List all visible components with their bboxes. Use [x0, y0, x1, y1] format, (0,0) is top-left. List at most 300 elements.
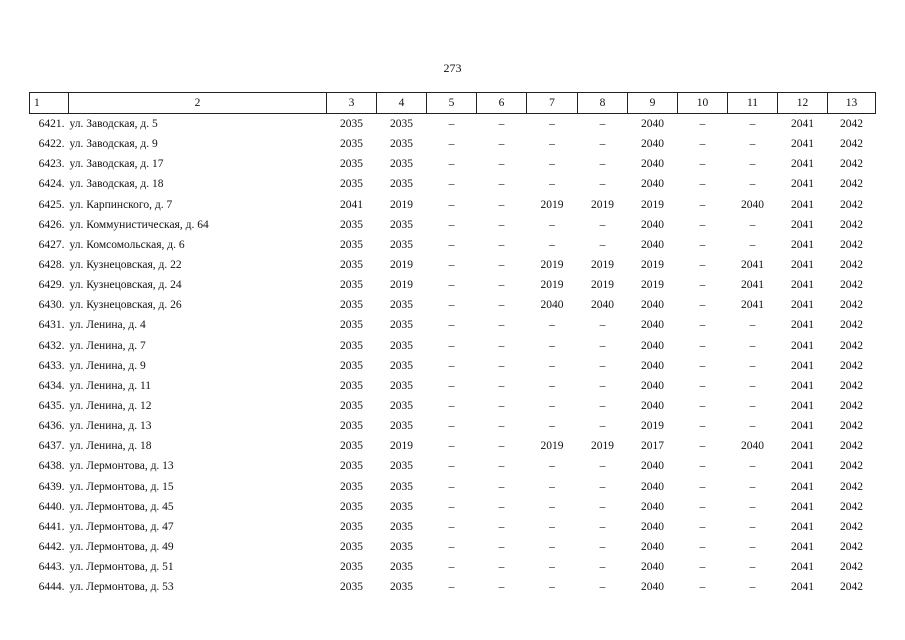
year-cell-col-13: 2042 [840, 460, 863, 473]
table-row [30, 295, 876, 315]
year-cell-col-13: 2042 [840, 400, 863, 413]
column-header-11: 11 [728, 93, 778, 114]
year-cell-col-3: 2035 [340, 420, 363, 433]
year-cell-col-9: 2040 [641, 158, 664, 171]
address-cell: ул. Комсомольская, д. 6 [69, 238, 185, 251]
year-cell-col-9: 2040 [641, 178, 664, 191]
year-cell-col-5: – [448, 238, 455, 251]
year-cell-col-6: – [498, 299, 505, 312]
table-row [30, 497, 876, 517]
year-cell-col-5: – [448, 400, 455, 413]
address-cell: ул. Ленина, д. 18 [69, 440, 152, 453]
year-cell-col-11: – [749, 118, 756, 131]
year-cell-col-4: 2035 [390, 359, 413, 372]
year-cell-col-3: 2035 [340, 299, 363, 312]
address-cell: ул. Заводская, д. 17 [69, 158, 164, 171]
table-row [30, 336, 876, 356]
year-cell-col-11: 2041 [741, 299, 764, 312]
year-cell-col-13: 2042 [840, 279, 863, 292]
year-cell-col-12: 2041 [791, 420, 814, 433]
address-cell: ул. Ленина, д. 13 [69, 420, 152, 433]
year-cell-col-11: 2041 [741, 259, 764, 272]
year-cell-col-7: 2040 [540, 299, 564, 312]
year-cell-col-9: 2017 [641, 440, 664, 453]
year-cell-col-12: 2041 [791, 118, 814, 131]
year-cell-col-5: – [448, 218, 455, 231]
year-cell-col-11: – [749, 238, 756, 251]
address-cell: ул. Кузнецовская, д. 22 [69, 259, 182, 272]
year-cell-col-7: – [549, 138, 555, 151]
year-cell-col-11: – [749, 420, 756, 433]
year-cell-col-7: – [549, 420, 555, 433]
year-cell-col-10: – [699, 379, 706, 392]
year-cell-col-10: – [699, 339, 706, 352]
year-cell-col-8: – [599, 158, 606, 171]
row-number: 6444. [38, 581, 65, 594]
column-header-7: 7 [527, 93, 578, 114]
year-cell-col-11: – [749, 561, 756, 574]
row-number: 6432. [38, 339, 65, 352]
row-number: 6429. [38, 279, 65, 292]
column-header-12: 12 [778, 93, 828, 114]
year-cell-col-8: – [599, 520, 606, 533]
year-cell-col-6: – [498, 218, 505, 231]
year-cell-col-9: 2040 [641, 118, 664, 131]
year-cell-col-5: – [448, 279, 455, 292]
year-cell-col-7: – [549, 218, 555, 231]
year-cell-col-6: – [498, 480, 505, 493]
table-row [30, 456, 876, 476]
year-cell-col-4: 2035 [390, 520, 413, 533]
year-cell-col-8: – [599, 379, 606, 392]
year-cell-col-3: 2035 [340, 158, 363, 171]
year-cell-col-13: 2042 [840, 198, 863, 211]
year-cell-col-11: – [749, 500, 756, 513]
year-cell-col-8: – [599, 561, 606, 574]
year-cell-col-5: – [448, 379, 455, 392]
table-row [30, 315, 876, 335]
year-cell-col-3: 2035 [340, 238, 363, 251]
year-cell-col-6: – [498, 541, 505, 554]
year-cell-col-10: – [699, 420, 706, 433]
year-cell-col-9: 2019 [641, 259, 664, 272]
year-cell-col-12: 2041 [791, 198, 814, 211]
year-cell-col-5: – [448, 460, 455, 473]
year-cell-col-7: – [549, 541, 555, 554]
row-number: 6435. [38, 400, 65, 413]
year-cell-col-3: 2035 [340, 279, 363, 292]
year-cell-col-3: 2035 [340, 500, 363, 513]
column-header-1: 1 [30, 93, 69, 114]
year-cell-col-6: – [498, 581, 505, 594]
year-cell-col-6: – [498, 259, 505, 272]
year-cell-col-12: 2041 [791, 359, 814, 372]
year-cell-col-12: 2041 [791, 138, 814, 151]
year-cell-col-6: – [498, 279, 505, 292]
table-row [30, 436, 876, 456]
year-cell-col-11: – [749, 319, 756, 332]
year-cell-col-7: – [549, 158, 555, 171]
row-number: 6442. [38, 541, 65, 554]
year-cell-col-4: 2035 [390, 581, 413, 594]
row-number: 6427. [38, 238, 65, 251]
table-row [30, 577, 876, 597]
year-cell-col-7: 2019 [540, 279, 564, 292]
address-cell: ул. Лермонтова, д. 51 [69, 561, 174, 574]
year-cell-col-5: – [448, 198, 455, 211]
row-number: 6428. [38, 259, 65, 272]
address-cell: ул. Карпинского, д. 7 [69, 198, 173, 211]
year-cell-col-5: – [448, 581, 455, 594]
address-cell: ул. Лермонтова, д. 15 [69, 480, 174, 493]
year-cell-col-4: 2035 [390, 400, 413, 413]
table-row [30, 537, 876, 557]
year-cell-col-11: – [749, 520, 756, 533]
year-cell-col-9: 2040 [641, 359, 664, 372]
year-cell-col-6: – [498, 359, 505, 372]
year-cell-col-3: 2035 [340, 520, 363, 533]
year-cell-col-6: – [498, 520, 505, 533]
column-header-4: 4 [377, 93, 427, 114]
year-cell-col-10: – [699, 259, 706, 272]
page-number: 273 [443, 61, 462, 75]
year-cell-col-7: – [549, 238, 555, 251]
year-cell-col-5: – [448, 561, 455, 574]
table-row [30, 517, 876, 537]
column-header-5: 5 [427, 93, 477, 114]
year-cell-col-12: 2041 [791, 520, 814, 533]
address-cell: ул. Заводская, д. 5 [69, 118, 158, 131]
year-cell-col-13: 2042 [840, 420, 863, 433]
year-cell-col-8: – [599, 238, 606, 251]
year-cell-col-4: 2019 [390, 259, 413, 272]
year-cell-col-9: 2040 [641, 319, 664, 332]
year-cell-col-6: – [498, 500, 505, 513]
year-cell-col-4: 2035 [390, 319, 413, 332]
row-number: 6434. [38, 379, 65, 392]
column-header-13: 13 [828, 93, 876, 114]
year-cell-col-9: 2040 [641, 379, 664, 392]
year-cell-col-10: – [699, 400, 706, 413]
year-cell-col-3: 2035 [340, 400, 363, 413]
year-cell-col-9: 2040 [641, 561, 664, 574]
year-cell-col-6: – [498, 238, 505, 251]
year-cell-col-6: – [498, 379, 505, 392]
year-cell-col-4: 2019 [390, 198, 413, 211]
year-cell-col-5: – [448, 500, 455, 513]
year-cell-col-7: – [549, 339, 555, 352]
year-cell-col-12: 2041 [791, 339, 814, 352]
header-row [30, 93, 876, 114]
year-cell-col-10: – [699, 218, 706, 231]
year-cell-col-5: – [448, 420, 455, 433]
address-cell: ул. Кузнецовская, д. 24 [69, 279, 182, 292]
row-number: 6443. [38, 561, 65, 574]
year-cell-col-6: – [498, 561, 505, 574]
year-cell-col-9: 2040 [641, 520, 664, 533]
year-cell-col-11: – [749, 138, 756, 151]
year-cell-col-8: – [599, 480, 606, 493]
year-cell-col-4: 2035 [390, 218, 413, 231]
year-cell-col-11: – [749, 218, 756, 231]
year-cell-col-3: 2035 [340, 379, 363, 392]
year-cell-col-13: 2042 [840, 379, 863, 392]
year-cell-col-10: – [699, 440, 706, 453]
year-cell-col-13: 2042 [840, 339, 863, 352]
year-cell-col-13: 2042 [840, 500, 863, 513]
year-cell-col-10: – [699, 359, 706, 372]
year-cell-col-4: 2035 [390, 339, 413, 352]
year-cell-col-3: 2035 [340, 581, 363, 594]
year-cell-col-3: 2035 [340, 460, 363, 473]
year-cell-col-6: – [498, 138, 505, 151]
table-header [30, 93, 876, 114]
table-row [30, 174, 876, 194]
year-cell-col-8: – [599, 339, 606, 352]
year-cell-col-11: – [749, 581, 756, 594]
year-cell-col-8: – [599, 178, 606, 191]
year-cell-col-11: 2041 [741, 279, 764, 292]
year-cell-col-3: 2035 [340, 118, 363, 131]
year-cell-col-13: 2042 [840, 440, 863, 453]
year-cell-col-5: – [448, 319, 455, 332]
table-row [30, 477, 876, 497]
year-cell-col-12: 2041 [791, 319, 814, 332]
year-cell-col-7: 2019 [540, 440, 564, 453]
row-number: 6437. [38, 440, 65, 453]
table-row [30, 134, 876, 154]
table-row [30, 215, 876, 235]
year-cell-col-13: 2042 [840, 541, 863, 554]
year-cell-col-8: – [599, 138, 606, 151]
year-cell-col-6: – [498, 198, 505, 211]
year-cell-col-8: – [599, 218, 606, 231]
year-cell-col-10: – [699, 279, 706, 292]
column-header-8: 8 [578, 93, 628, 114]
address-cell: ул. Лермонтова, д. 53 [69, 581, 174, 594]
year-cell-col-13: 2042 [840, 138, 863, 151]
year-cell-col-12: 2041 [791, 218, 814, 231]
year-cell-col-10: – [699, 561, 706, 574]
year-cell-col-11: – [749, 379, 756, 392]
column-header-6: 6 [477, 93, 527, 114]
year-cell-col-5: – [448, 339, 455, 352]
year-cell-col-8: – [599, 541, 606, 554]
year-cell-col-10: – [699, 238, 706, 251]
year-cell-col-7: – [549, 500, 555, 513]
column-header-3: 3 [327, 93, 377, 114]
year-cell-col-3: 2035 [340, 178, 363, 191]
address-cell: ул. Ленина, д. 4 [69, 319, 146, 332]
row-number: 6423. [38, 158, 65, 171]
year-cell-col-8: – [599, 359, 606, 372]
year-cell-col-3: 2035 [340, 319, 363, 332]
year-cell-col-13: 2042 [840, 480, 863, 493]
year-cell-col-4: 2035 [390, 138, 413, 151]
year-cell-col-9: 2019 [641, 420, 664, 433]
year-cell-col-12: 2041 [791, 460, 814, 473]
year-cell-col-10: – [699, 319, 706, 332]
year-cell-col-13: 2042 [840, 178, 863, 191]
year-cell-col-8: 2019 [591, 198, 614, 211]
year-cell-col-13: 2042 [840, 319, 863, 332]
address-cell: ул. Лермонтова, д. 47 [69, 520, 174, 533]
year-cell-col-13: 2042 [840, 118, 863, 131]
year-cell-col-8: 2019 [591, 440, 614, 453]
year-cell-col-9: 2040 [641, 138, 664, 151]
column-header-2: 2 [69, 93, 327, 114]
year-cell-col-10: – [699, 118, 706, 131]
year-cell-col-10: – [699, 480, 706, 493]
row-number: 6439. [38, 480, 65, 493]
year-cell-col-12: 2041 [791, 178, 814, 191]
table-row [30, 557, 876, 577]
row-number: 6430. [38, 299, 65, 312]
year-cell-col-12: 2041 [791, 379, 814, 392]
table-row [30, 114, 876, 135]
year-cell-col-3: 2035 [340, 480, 363, 493]
year-cell-col-4: 2035 [390, 178, 413, 191]
row-number: 6440. [38, 500, 65, 513]
year-cell-col-4: 2035 [390, 541, 413, 554]
year-cell-col-7: – [549, 379, 555, 392]
year-cell-col-5: – [448, 359, 455, 372]
year-cell-col-10: – [699, 198, 706, 211]
year-cell-col-7: – [549, 118, 555, 131]
year-cell-col-8: 2040 [591, 299, 614, 312]
year-cell-col-12: 2041 [791, 480, 814, 493]
year-cell-col-9: 2019 [641, 279, 664, 292]
year-cell-col-6: – [498, 460, 505, 473]
year-cell-col-3: 2035 [340, 218, 363, 231]
year-cell-col-4: 2035 [390, 420, 413, 433]
year-cell-col-10: – [699, 460, 706, 473]
table-row [30, 255, 876, 275]
year-cell-col-10: – [699, 299, 706, 312]
year-cell-col-3: 2035 [340, 259, 363, 272]
year-cell-col-9: 2040 [641, 500, 664, 513]
year-cell-col-8: 2019 [591, 259, 614, 272]
year-cell-col-10: – [699, 500, 706, 513]
year-cell-col-5: – [448, 480, 455, 493]
year-cell-col-8: – [599, 319, 606, 332]
address-cell: ул. Заводская, д. 18 [69, 178, 164, 191]
year-cell-col-5: – [448, 440, 455, 453]
year-cell-col-10: – [699, 541, 706, 554]
year-cell-col-9: 2040 [641, 238, 664, 251]
row-number: 6425. [38, 198, 65, 211]
year-cell-col-5: – [448, 178, 455, 191]
year-cell-col-6: – [498, 158, 505, 171]
year-cell-col-3: 2041 [340, 198, 363, 211]
row-number: 6422. [38, 138, 65, 151]
year-cell-col-8: – [599, 460, 606, 473]
year-cell-col-4: 2035 [390, 158, 413, 171]
year-cell-col-13: 2042 [840, 581, 863, 594]
year-cell-col-12: 2041 [791, 541, 814, 554]
year-cell-col-12: 2041 [791, 561, 814, 574]
year-cell-col-7: – [549, 561, 555, 574]
year-cell-col-7: – [549, 581, 555, 594]
year-cell-col-4: 2035 [390, 118, 413, 131]
table-row [30, 235, 876, 255]
year-cell-col-11: – [749, 541, 756, 554]
year-cell-col-9: 2040 [641, 581, 664, 594]
year-cell-col-6: – [498, 400, 505, 413]
year-cell-col-12: 2041 [791, 500, 814, 513]
row-number: 6436. [38, 420, 65, 433]
year-cell-col-7: – [549, 520, 555, 533]
year-cell-col-3: 2035 [340, 339, 363, 352]
year-cell-col-11: – [749, 158, 756, 171]
row-number: 6431. [38, 319, 65, 332]
year-cell-col-11: 2040 [741, 440, 764, 453]
year-cell-col-13: 2042 [840, 359, 863, 372]
address-cell: ул. Лермонтова, д. 45 [69, 500, 174, 513]
year-cell-col-9: 2040 [641, 480, 664, 493]
year-cell-col-7: 2019 [540, 259, 564, 272]
year-cell-col-3: 2035 [340, 359, 363, 372]
year-cell-col-4: 2035 [390, 561, 413, 574]
year-cell-col-13: 2042 [840, 238, 863, 251]
year-cell-col-7: – [549, 359, 555, 372]
year-cell-col-11: – [749, 460, 756, 473]
table-row [30, 275, 876, 295]
table-row [30, 376, 876, 396]
year-cell-col-4: 2035 [390, 299, 413, 312]
address-cell: ул. Коммунистическая, д. 64 [69, 218, 209, 231]
year-cell-col-7: – [549, 178, 555, 191]
year-cell-col-4: 2035 [390, 500, 413, 513]
year-cell-col-7: 2019 [540, 198, 564, 211]
table-body [30, 114, 876, 598]
year-cell-col-13: 2042 [840, 561, 863, 574]
year-cell-col-8: – [599, 500, 606, 513]
address-cell: ул. Заводская, д. 9 [69, 138, 158, 151]
year-cell-col-9: 2040 [641, 218, 664, 231]
address-cell: ул. Лермонтова, д. 49 [69, 541, 174, 554]
year-cell-col-13: 2042 [840, 259, 863, 272]
year-cell-col-12: 2041 [791, 400, 814, 413]
year-cell-col-9: 2040 [641, 541, 664, 554]
table-row [30, 154, 876, 174]
year-cell-col-5: – [448, 138, 455, 151]
year-cell-col-3: 2035 [340, 138, 363, 151]
year-cell-col-4: 2019 [390, 440, 413, 453]
year-cell-col-7: – [549, 460, 555, 473]
year-cell-col-13: 2042 [840, 158, 863, 171]
year-cell-col-4: 2019 [390, 279, 413, 292]
year-cell-col-12: 2041 [791, 440, 814, 453]
row-number: 6426. [38, 218, 65, 231]
year-cell-col-7: – [549, 400, 555, 413]
year-cell-col-12: 2041 [791, 581, 814, 594]
year-cell-col-6: – [498, 319, 505, 332]
year-cell-col-10: – [699, 581, 706, 594]
year-cell-col-10: – [699, 158, 706, 171]
year-cell-col-8: – [599, 420, 606, 433]
year-cell-col-4: 2035 [390, 460, 413, 473]
table-row [30, 416, 876, 436]
year-cell-col-11: – [749, 480, 756, 493]
year-cell-col-12: 2041 [791, 259, 814, 272]
housing-register-table [29, 92, 876, 597]
year-cell-col-12: 2041 [791, 238, 814, 251]
year-cell-col-8: – [599, 400, 606, 413]
address-cell: ул. Кузнецовская, д. 26 [69, 299, 182, 312]
year-cell-col-6: – [498, 118, 505, 131]
year-cell-col-3: 2035 [340, 440, 363, 453]
